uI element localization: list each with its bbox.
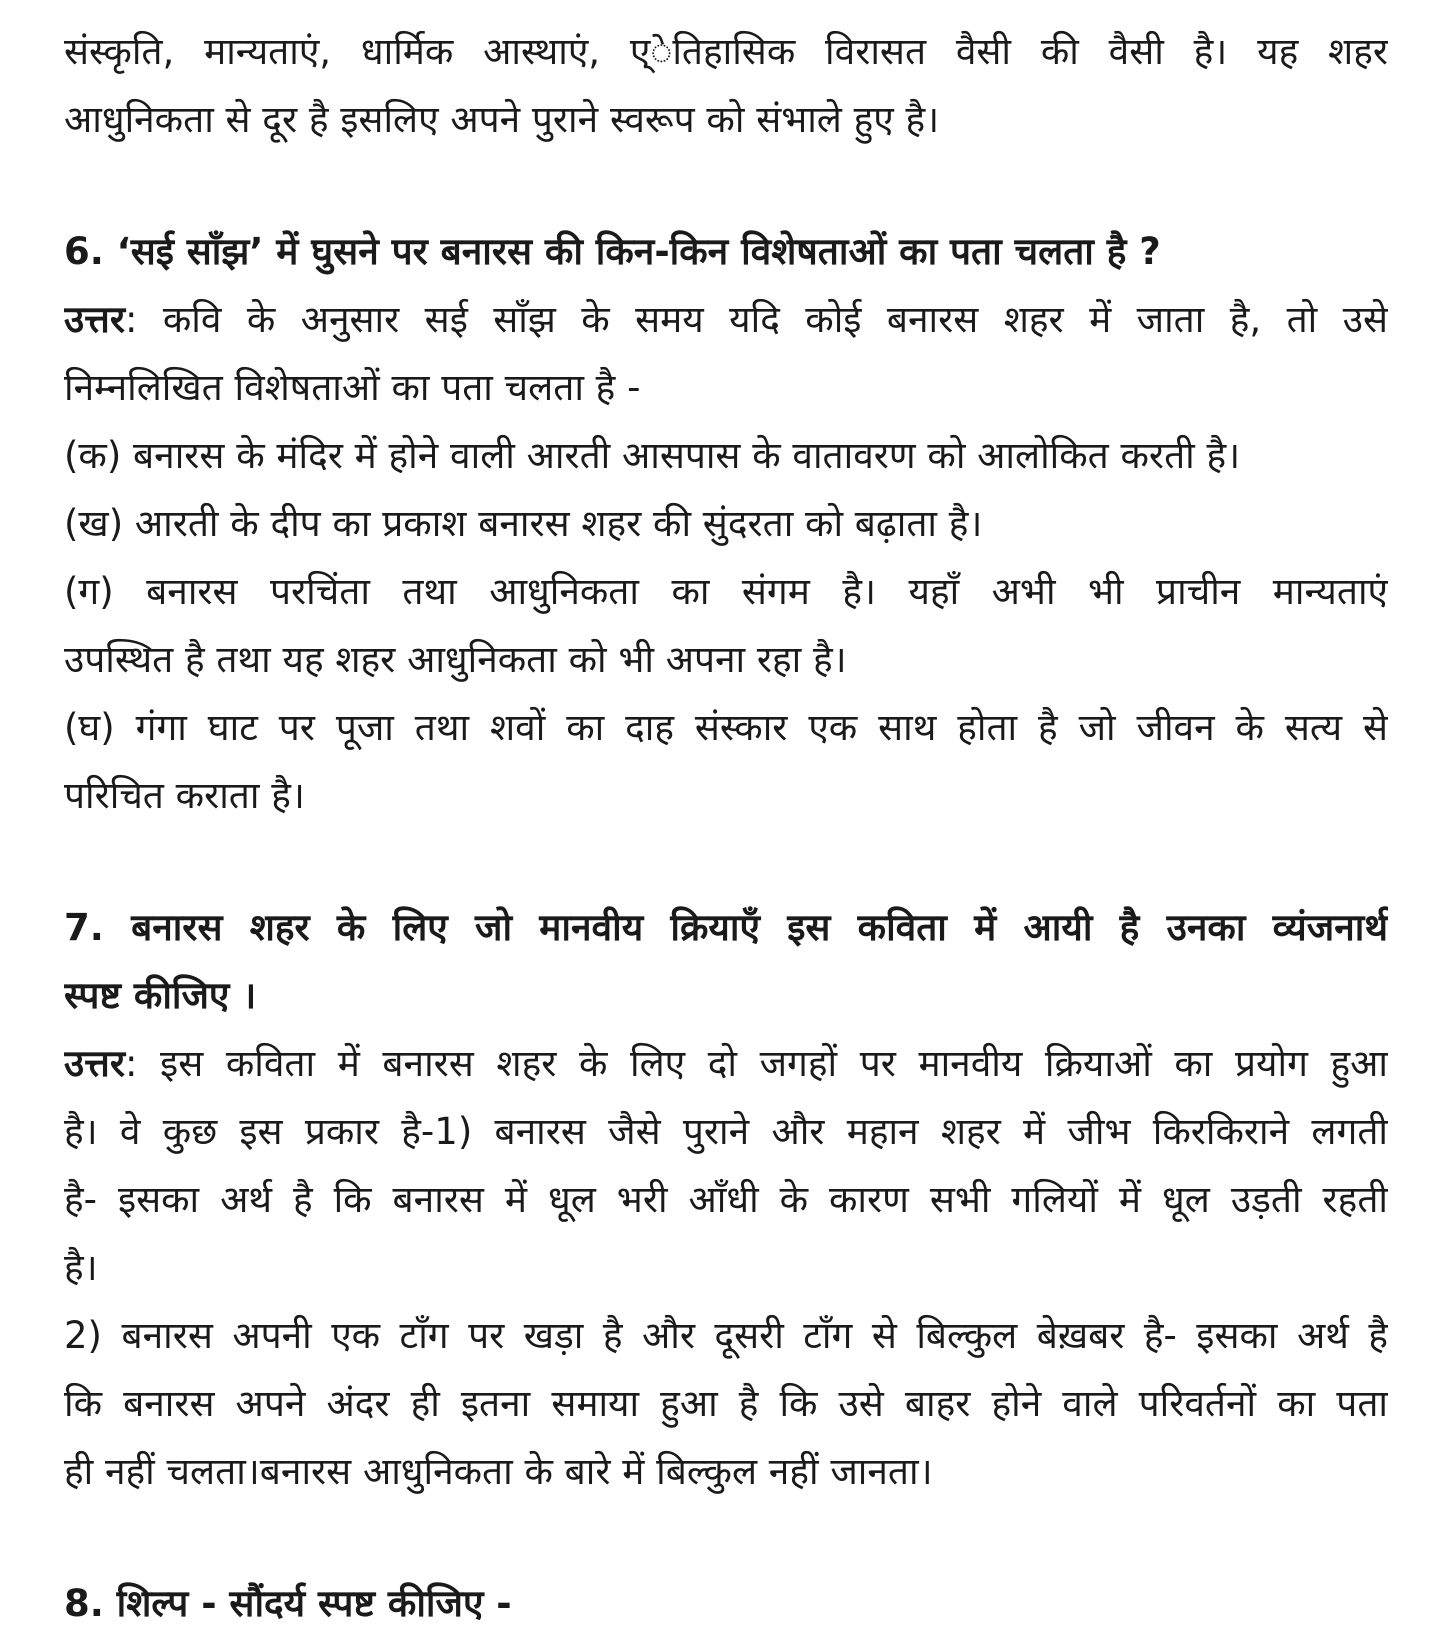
document-page	[64, 18, 1388, 1638]
q6-point-ga-line-1: (ग) बनारस परचिंता तथा आधुनिकता का संगम है। यहाँ अभी भी प्राचीन मान्यताएं	[64, 570, 1388, 613]
intro-line-1: संस्कृति, मान्यताएं, धार्मिक आस्थाएं, ए्ेतिहासिक विरासत वैसी की वैसी है। यह शहर	[64, 30, 1388, 73]
answer-label: उत्तर	[64, 1042, 125, 1085]
q6-point-ga-line-2: उपस्थित है तथा यह शहर आधुनिकता को भी अपना रहा है।	[64, 638, 847, 681]
q6-point-gha-line-2: परिचित कराता है।	[64, 774, 305, 817]
q7-point-2-line-2: कि बनारस अपने अंदर ही इतना समाया हुआ है कि उसे बाहर होने वाले परिवर्तनों का पता	[64, 1382, 1388, 1425]
question-7-line-1: 7. बनारस शहर के लिए जो मानवीय क्रियाएँ इस कविता में आयी है उनका व्यंजनार्थ	[64, 906, 1388, 949]
q7-answer-line-1	[64, 1030, 1388, 1098]
q6-answer-line-2: निम्नलिखित विशेषताओं का पता चलता है -	[64, 366, 641, 409]
q7-answer-line-3: है- इसका अर्थ है कि बनारस में धूल भरी आँधी के कारण सभी गलियों में धूल उड़ती रहती	[64, 1178, 1388, 1221]
answer-label: उत्तर	[64, 298, 125, 341]
intro-line-2: आधुनिकता से दूर है इसलिए अपने पुराने स्वरूप को संभाले हुए है।	[64, 98, 940, 141]
q7-answer-text-1: : इस कविता में बनारस शहर के लिए दो जगहों पर मानवीय क्रियाओं का प्रयोग हुआ	[124, 1042, 1388, 1085]
q6-point-kha: (ख) आरती के दीप का प्रकाश बनारस शहर की सुंदरता को बढ़ाता है।	[64, 502, 983, 545]
spacer	[64, 154, 1388, 218]
q6-answer-text-1: : कवि के अनुसार सई साँझ के समय यदि कोई बनारस शहर में जाता है, तो उसे	[124, 298, 1388, 341]
question-6: 6. ‘सई साँझ’ में घुसने पर बनारस की किन-किन विशेषताओं का पता चलता है ?	[64, 230, 1161, 273]
q6-answer-line-1	[64, 286, 1388, 354]
q6-point-gha-line-1: (घ) गंगा घाट पर पूजा तथा शवों का दाह संस्कार एक साथ होता है जो जीवन के सत्य से	[64, 706, 1388, 749]
q7-answer-line-4: है।	[64, 1246, 98, 1289]
q7-point-2-line-3: ही नहीं चलता।बनारस आधुनिकता के बारे में बिल्कुल नहीं जानता।	[64, 1450, 933, 1493]
question-7-line-2: स्पष्ट कीजिए ।	[64, 974, 257, 1017]
spacer	[64, 830, 1388, 894]
question-8: 8. शिल्प - सौंदर्य स्पष्ट कीजिए -	[64, 1582, 512, 1625]
spacer	[64, 1506, 1388, 1570]
q6-point-ka: (क) बनारस के मंदिर में होने वाली आरती आसपास के वातावरण को आलोकित करती है।	[64, 434, 1241, 477]
q7-answer-line-2: है। वे कुछ इस प्रकार है-1) बनारस जैसे पुराने और महान शहर में जीभ किरकिराने लगती	[64, 1110, 1388, 1153]
q7-point-2-line-1: 2) बनारस अपनी एक टाँग पर खड़ा है और दूसरी टाँग से बिल्कुल बेख़बर है- इसका अर्थ है	[64, 1314, 1388, 1357]
